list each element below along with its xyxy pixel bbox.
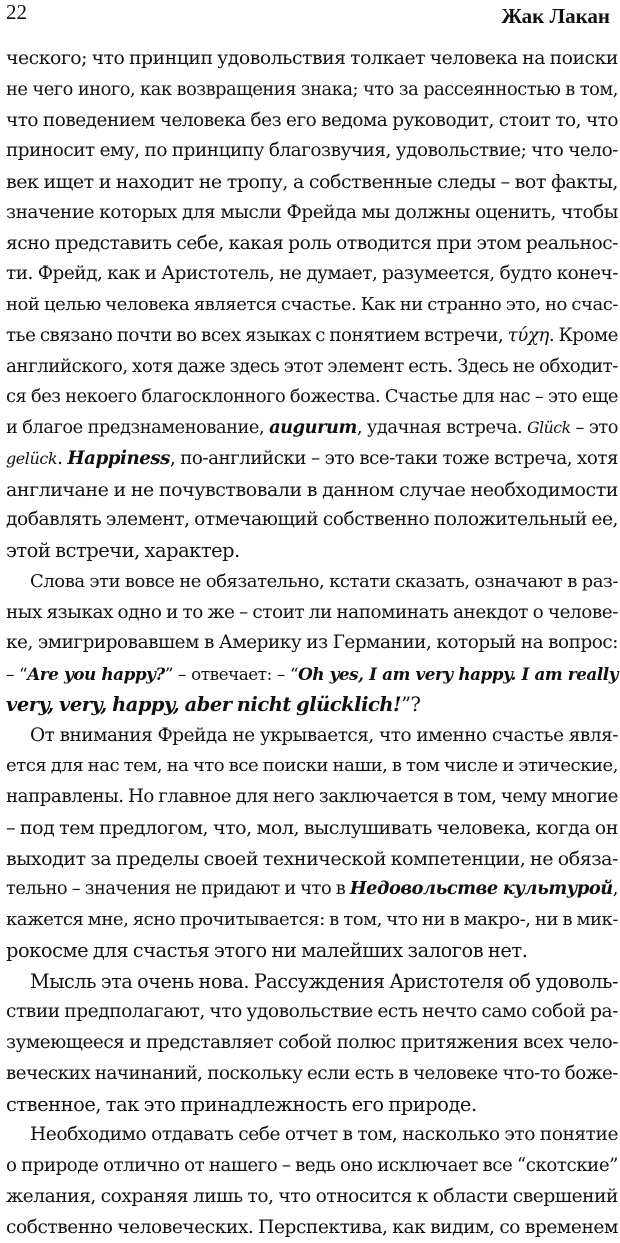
text-line: кажется мне, ясно прочитывается: в том, что ни в макро-, ни в мик- <box>6 905 618 936</box>
text-line: ти. Фрейд, как и Аристотель, не думает, разумеется, будто конеч- <box>6 259 618 290</box>
text-line: собственно человеческих. Перспектива, как видим, со временем <box>6 1213 618 1243</box>
text-line: тельно – значения не придают и что в Недовольстве культурой, <box>6 874 618 905</box>
german-word: Glück <box>527 418 571 437</box>
latin-word: augurum <box>269 417 357 438</box>
running-head-author: Жак Лакан <box>501 4 610 29</box>
text-line: Мысль эта очень нова. Рассуждения Аристотеля об удоволь- <box>6 967 618 998</box>
text-line: ных языках одно и то же – стоит ли напоминать анекдот о челове- <box>6 598 618 629</box>
text-line: – “Are you happy?” – отвечает: – “Oh yes, I am very happy. I am really <box>6 659 618 690</box>
book-title: Недовольстве культурой <box>350 878 613 899</box>
english-word: Happiness <box>67 448 170 469</box>
page-number: 22 <box>6 0 27 25</box>
text-line: ственное, так это принадлежность его природе. <box>6 1090 618 1121</box>
text-line: и благое предзнаменование, augurum, удачная встреча. Glück – это <box>6 413 618 444</box>
text-line: зумеющееся и представляет собой полюс притяжения всех чело- <box>6 1028 618 1059</box>
text-line: желания, сохраняя лишь то, что относится к области свершений <box>6 1182 618 1213</box>
text-line: выходит за пределы своей технической компетенции, не обяза- <box>6 844 618 875</box>
text-line: ке, эмигрировавшем в Америку из Германии, который на вопрос: <box>6 628 618 659</box>
text-line: этой встречи, характер. <box>6 536 618 567</box>
text-line: направлены. Но главное для него заключается в том, чему многие <box>6 782 618 813</box>
text-line: ясно представить себе, какая роль отводится при этом реальнос- <box>6 229 618 260</box>
text-line: ся без некоего благосклонного божества. Счастье для нас – это еще <box>6 382 618 413</box>
text-line: значение которых для мысли Фрейда мы должны оценить, чтобы <box>6 198 618 229</box>
text-line: век ищет и находит не тропу, а собственные следы – вот факты, <box>6 167 618 198</box>
text-line: ствии предполагают, что удовольствие есть нечто само собой ра- <box>6 997 618 1028</box>
body-text <box>6 44 618 1243</box>
text-line: рокосме для счастья этого ни малейших залогов нет. <box>6 936 618 967</box>
text-line: англичане и не почувствовали в данном случае необходимости <box>6 475 618 506</box>
english-quote: Are you happy? <box>27 664 165 684</box>
text-line: Необходимо отдавать себе отчет в том, насколько это понятие <box>6 1120 618 1151</box>
text-line: very, very, happy, aber nicht glücklich!”? <box>6 690 618 721</box>
text-line: тье связано почти во всех языках с понятием встречи, τύχη. Кроме <box>6 321 618 352</box>
page-header <box>0 0 620 36</box>
german-word: gelück <box>6 449 57 468</box>
greek-word: τύχη <box>508 325 549 346</box>
text-line: не чего иного, как возвращения знака; что за рассеянностью в том, <box>6 75 618 106</box>
text-line: приносит ему, по принципу благозвучия, удовольствие; что чело- <box>6 136 618 167</box>
text-line: ной целью человека является счастье. Как ни странно это, но счас- <box>6 290 618 321</box>
english-quote: Oh yes, I am very happy. I am really <box>298 664 618 684</box>
text-line: добавлять элемент, отмечающий собственно положительный ее, <box>6 505 618 536</box>
text-line: что поведением человека без его ведома руководит, стоит то, что <box>6 106 618 137</box>
text-line: ется для нас тем, на что все поиски наши, в том числе и этические, <box>6 751 618 782</box>
text-line: английского, хотя даже здесь этот элемент есть. Здесь не обходит- <box>6 352 618 383</box>
text-line: – под тем предлогом, что, мол, выслушивать человека, когда он <box>6 813 618 844</box>
text-line: gelück. Happiness, по-английски – это все-таки тоже встреча, хотя <box>6 444 618 475</box>
text-line: ческого; что принцип удовольствия толкает человека на поиски <box>6 44 618 75</box>
text-line: о природе отлично от нашего – ведь оно исключает все “скотские” <box>6 1151 618 1182</box>
mixed-quote: very, very, happy, aber nicht glücklich! <box>6 693 401 716</box>
text-line: От внимания Фрейда не укрывается, что именно счастье явля- <box>6 721 618 752</box>
text-line: Слова эти вовсе не обязательно, кстати сказать, означают в раз- <box>6 567 618 598</box>
text-line: веческих начинаний, поскольку если есть в человеке что-то боже- <box>6 1059 618 1090</box>
